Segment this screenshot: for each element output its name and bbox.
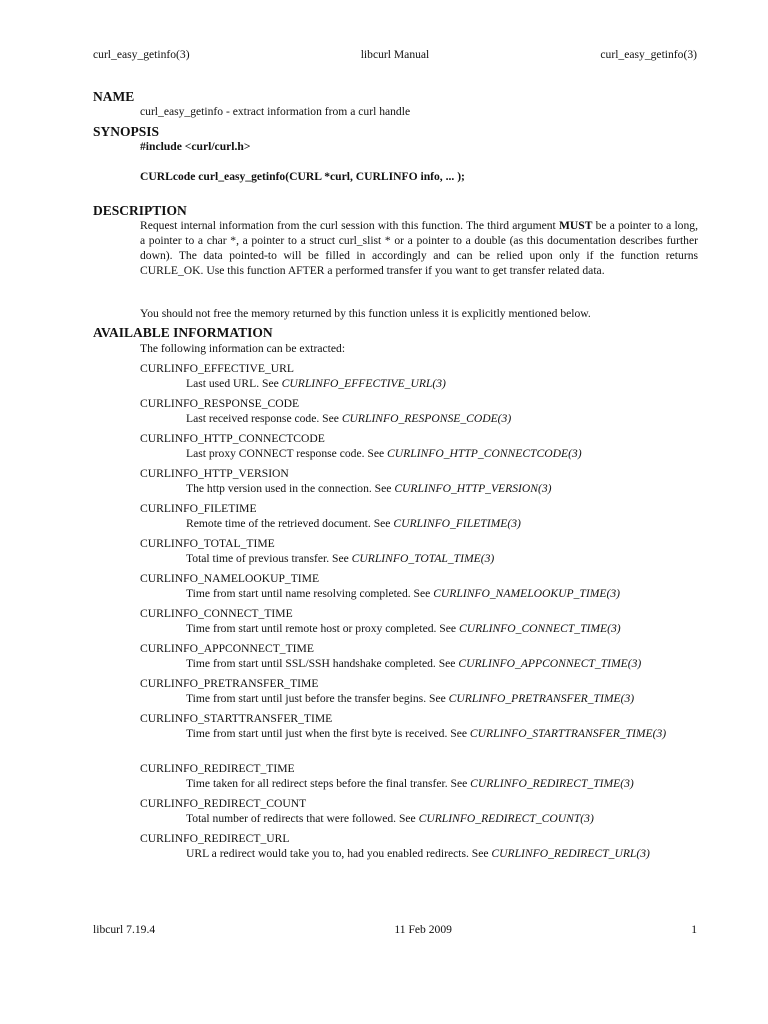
info-term: CURLINFO_APPCONNECT_TIME	[140, 642, 314, 655]
info-term: CURLINFO_TOTAL_TIME	[140, 537, 275, 550]
synopsis-heading: SYNOPSIS	[93, 124, 160, 139]
header-right: curl_easy_getinfo(3)	[600, 48, 697, 61]
info-term: CURLINFO_PRETRANSFER_TIME	[140, 677, 319, 690]
info-ref: CURLINFO_APPCONNECT_TIME(3)	[458, 657, 642, 670]
info-desc-text: Last used URL. See	[186, 377, 279, 390]
header-center: libcurl Manual	[360, 48, 430, 61]
description-heading: DESCRIPTION	[93, 203, 187, 218]
info-ref: CURLINFO_EFFECTIVE_URL(3)	[281, 377, 446, 390]
info-ref: CURLINFO_STARTTRANSFER_TIME(3)	[469, 727, 667, 740]
description-paragraph-2: You should not free the memory returned by this function unless it is explicitly mentioned below.	[140, 307, 591, 320]
info-desc-text: URL a redirect would take you to, had you enabled redirects. See	[186, 847, 489, 860]
synopsis-include: #include <curl/curl.h>	[140, 140, 251, 153]
footer-left: libcurl 7.19.4	[93, 923, 156, 936]
info-desc	[186, 621, 698, 636]
info-term: CURLINFO_REDIRECT_TIME	[140, 762, 295, 775]
info-ref: CURLINFO_FILETIME(3)	[393, 517, 521, 530]
info-ref: CURLINFO_REDIRECT_URL(3)	[491, 847, 650, 860]
info-term: CURLINFO_STARTTRANSFER_TIME	[140, 712, 333, 725]
info-term: CURLINFO_EFFECTIVE_URL	[140, 362, 294, 375]
name-text: curl_easy_getinfo - extract information from a curl handle	[140, 105, 411, 118]
info-desc	[186, 446, 698, 461]
info-desc-text: Total number of redirects that were followed. See	[186, 812, 416, 825]
info-ref: CURLINFO_CONNECT_TIME(3)	[458, 622, 621, 635]
info-desc	[186, 656, 698, 671]
info-term: CURLINFO_FILETIME	[140, 502, 257, 515]
info-ref: CURLINFO_HTTP_VERSION(3)	[394, 482, 552, 495]
info-desc	[186, 846, 698, 861]
info-ref: CURLINFO_TOTAL_TIME(3)	[351, 552, 495, 565]
info-desc	[186, 551, 698, 566]
header-left: curl_easy_getinfo(3)	[93, 48, 190, 61]
description-p1-part1: Request internal information from the curl session with this function. The third argument	[140, 219, 556, 232]
name-heading: NAME	[93, 89, 135, 104]
info-term: CURLINFO_CONNECT_TIME	[140, 607, 293, 620]
info-term: CURLINFO_HTTP_VERSION	[140, 467, 289, 480]
page-header	[93, 47, 697, 62]
info-desc	[186, 586, 698, 601]
info-desc	[186, 726, 698, 741]
info-desc-text: Time taken for all redirect steps before the final transfer. See	[186, 777, 468, 790]
info-term: CURLINFO_NAMELOOKUP_TIME	[140, 572, 320, 585]
info-term: CURLINFO_REDIRECT_COUNT	[140, 797, 307, 810]
info-desc-text: Time from start until just when the first byte is received. See	[186, 727, 467, 740]
info-ref: CURLINFO_NAMELOOKUP_TIME(3)	[433, 587, 620, 600]
info-desc-text: Time from start until SSL/SSH handshake completed. See	[186, 657, 456, 670]
info-desc-text: Time from start until remote host or proxy completed. See	[186, 622, 457, 635]
available-heading: AVAILABLE INFORMATION	[93, 325, 273, 340]
info-desc-text: The http version used in the connection. See	[186, 482, 392, 495]
info-desc	[186, 776, 698, 791]
description-must: MUST	[558, 219, 593, 232]
info-desc-text: Time from start until just before the transfer begins. See	[186, 692, 446, 705]
info-desc	[186, 481, 698, 496]
page-footer	[93, 922, 697, 937]
info-desc	[186, 516, 698, 531]
info-desc-text: Last received response code. See	[186, 412, 339, 425]
info-ref: CURLINFO_REDIRECT_TIME(3)	[470, 777, 634, 790]
info-term: CURLINFO_HTTP_CONNECTCODE	[140, 432, 325, 445]
info-desc	[186, 811, 698, 826]
info-desc-text: Last proxy CONNECT response code. See	[186, 447, 385, 460]
description-paragraph-1	[140, 218, 698, 278]
info-desc-text: Total time of previous transfer. See	[186, 552, 349, 565]
info-desc	[186, 376, 698, 391]
info-desc	[186, 691, 698, 706]
info-term: CURLINFO_RESPONSE_CODE	[140, 397, 300, 410]
info-ref: CURLINFO_PRETRANSFER_TIME(3)	[448, 692, 635, 705]
synopsis-signature: CURLcode curl_easy_getinfo(CURL *curl, CURLINFO info, ... );	[140, 170, 465, 183]
footer-center: 11 Feb 2009	[394, 923, 452, 936]
info-desc-text: Remote time of the retrieved document. See	[186, 517, 391, 530]
info-ref: CURLINFO_HTTP_CONNECTCODE(3)	[387, 447, 582, 460]
info-ref: CURLINFO_RESPONSE_CODE(3)	[341, 412, 512, 425]
info-desc	[186, 411, 698, 426]
available-intro: The following information can be extracted:	[140, 342, 346, 355]
info-term: CURLINFO_REDIRECT_URL	[140, 832, 290, 845]
footer-right: 1	[691, 923, 697, 936]
info-desc-text: Time from start until name resolving completed. See	[186, 587, 431, 600]
info-ref: CURLINFO_REDIRECT_COUNT(3)	[418, 812, 594, 825]
description-p1-part2: be a pointer to a long, a pointer to a char *, a pointer to a struct curl_slist * or a pointer to a double (as this documentation describes further down). The data pointed-to will be filled in accordingly and can be relied upon only if the function returns CURLE_OK. Use this function AFTER a performed transfer if you want to get transfer related data.	[140, 219, 698, 277]
